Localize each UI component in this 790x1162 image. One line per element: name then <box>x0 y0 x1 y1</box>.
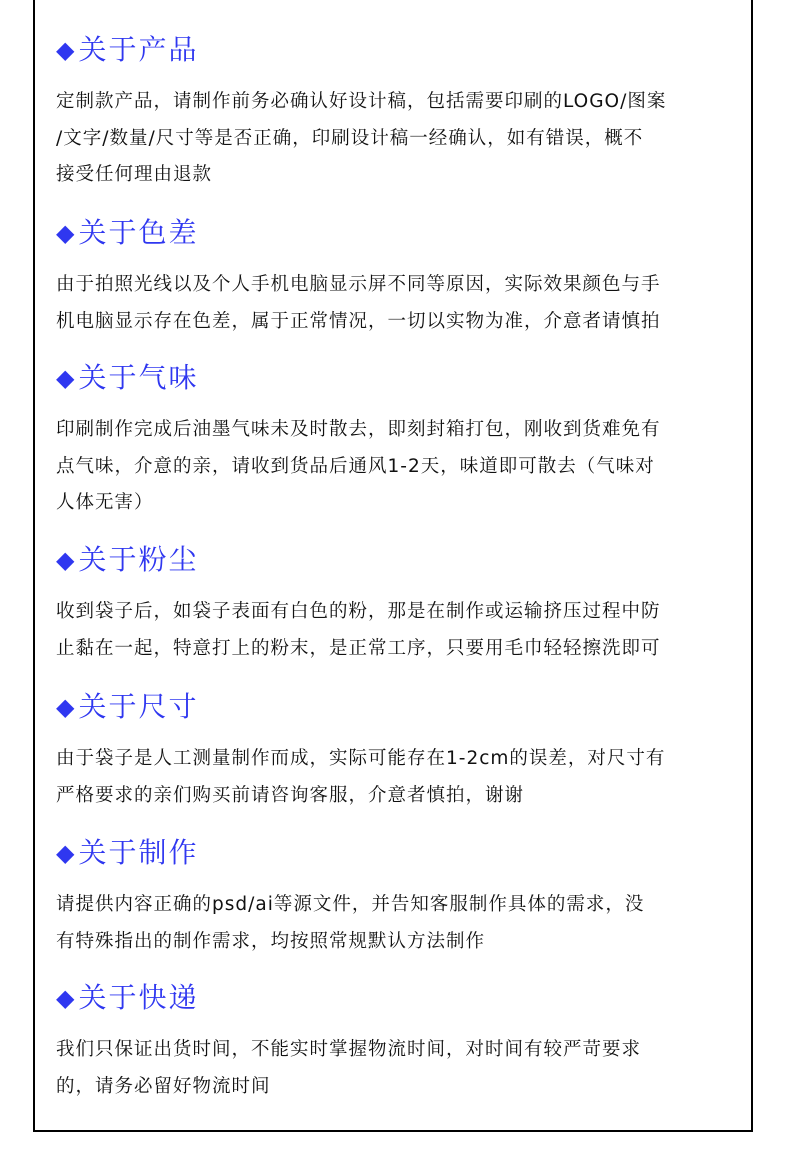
body-line: 由于袋子是人工测量制作而成，实际可能存在1-2cm的误差，对尺寸有 <box>56 748 666 769</box>
body-line: 止黏在一起，特意打上的粉末，是正常工序，只要用毛巾轻轻擦洗即可 <box>56 637 661 659</box>
notice-section <box>56 360 746 522</box>
section-heading <box>56 835 746 871</box>
notice-section <box>56 32 746 194</box>
section-title: 关于快递 <box>78 981 199 1014</box>
body-line: 收到袋子后，如袋子表面有白色的粉，那是在制作或运输挤压过程中防 <box>56 601 661 622</box>
body-line: /文字/数量/尺寸等是否正确，印刷设计稿一经确认，如有错误，概不 <box>56 127 644 149</box>
diamond-icon: ◆ <box>56 364 77 392</box>
notice-section <box>56 835 746 960</box>
body-line: 点气味，介意的亲，请收到货品后通风1-2天，味道即可散去（气味对 <box>56 455 655 477</box>
notice-section <box>56 542 746 667</box>
section-body <box>56 594 746 667</box>
body-line: 人体无害） <box>56 492 154 513</box>
body-line: 严格要求的亲们购买前请咨询客服，介意者慎拍，谢谢 <box>56 784 525 806</box>
section-title: 关于色差 <box>78 216 199 249</box>
section-body <box>56 1032 746 1105</box>
diamond-icon: ◆ <box>56 693 77 721</box>
body-line: 的，请务必留好物流时间 <box>56 1075 271 1097</box>
section-heading <box>56 360 746 396</box>
notice-section <box>56 980 746 1105</box>
diamond-icon: ◆ <box>56 219 77 247</box>
body-line: 机电脑显示存在色差，属于正常情况，一切以实物为准，介意者请慎拍 <box>56 310 661 332</box>
body-line: 有特殊指出的制作需求，均按照常规默认方法制作 <box>56 930 486 952</box>
body-line: 印刷制作完成后油墨气味未及时散去，即刻封箱打包，刚收到货难免有 <box>56 419 661 440</box>
body-line: 定制款产品，请制作前务必确认好设计稿，包括需要印刷的LOGO/图案 <box>56 91 667 112</box>
section-body <box>56 887 746 960</box>
section-heading <box>56 32 746 68</box>
section-body <box>56 267 746 340</box>
section-heading <box>56 689 746 725</box>
section-title: 关于制作 <box>78 836 199 869</box>
section-heading <box>56 542 746 578</box>
diamond-icon: ◆ <box>56 984 77 1012</box>
notice-section <box>56 689 746 814</box>
section-body <box>56 741 746 814</box>
section-title: 关于尺寸 <box>78 690 199 723</box>
diamond-icon: ◆ <box>56 839 77 867</box>
section-title: 关于气味 <box>78 361 199 394</box>
section-title: 关于粉尘 <box>78 543 199 576</box>
body-line: 由于拍照光线以及个人手机电脑显示屏不同等原因，实际效果颜色与手 <box>56 274 661 295</box>
diamond-icon: ◆ <box>56 546 77 574</box>
diamond-icon: ◆ <box>56 36 77 64</box>
section-title: 关于产品 <box>78 33 199 66</box>
section-body <box>56 84 746 194</box>
notice-section <box>56 215 746 340</box>
body-line: 请提供内容正确的psd/ai等源文件，并告知客服制作具体的需求，没 <box>56 894 645 915</box>
body-line: 接受任何理由退款 <box>56 164 213 185</box>
section-heading <box>56 215 746 251</box>
section-heading <box>56 980 746 1016</box>
body-line: 我们只保证出货时间，不能实时掌握物流时间，对时间有较严苛要求 <box>56 1039 642 1060</box>
section-body <box>56 412 746 522</box>
